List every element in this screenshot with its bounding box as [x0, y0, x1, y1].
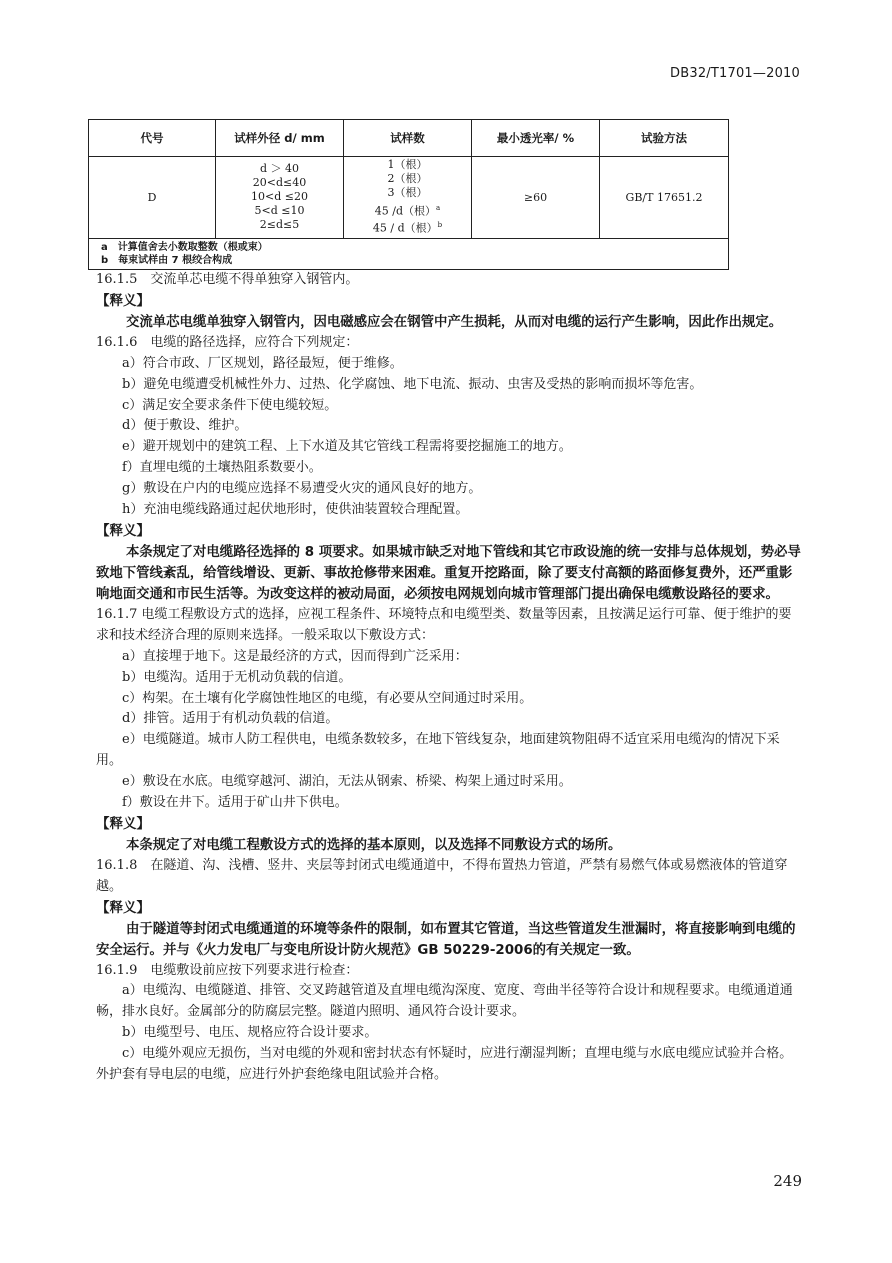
clause-text: 16.1.8 在隧道、沟、浅槽、竖井、夹层等封闭式电缆通道中，不得布置热力管道，严禁有易燃气体或易燃液体的管道穿越。 [96, 857, 788, 894]
table-note: b 每束试样由 7 根绞合构成 [101, 255, 233, 267]
list-item: g）敷设在户内的电缆应选择不易遭受火灾的通风良好的地方。 [122, 481, 482, 497]
table-header-row [89, 120, 729, 157]
body-text [96, 270, 802, 1086]
list-item: b）电缆型号、电压、规格应符合设计要求。 [122, 1025, 378, 1041]
col-header-transmittance: 最小透光率/ % [472, 120, 600, 157]
list-item: b）电缆沟。适用于无机动负载的信道。 [122, 669, 352, 685]
diameter-range: 5<d ≤10 [254, 204, 305, 218]
cell-counts [344, 157, 472, 239]
clause-text: 16.1.7 电缆工程敷设方式的选择，应视工程条件、环境特点和电缆型类、数量等因素，且按满足运行可靠、便于维护的要求和技术经济合理的原则来选择。一般采取以下敷设方式： [96, 606, 792, 643]
list-item: e）敷设在水底。电缆穿越河、湖泊，无法从钢索、桥梁、构架上通过时采用。 [122, 774, 572, 790]
list-item: e）电缆隧道。城市人防工程供电，电缆条数较多，在地下管线复杂，地面建筑物阻碍不适宜采用电缆沟的情况下采用。 [96, 732, 780, 769]
list-item: d）排管。适用于有机动负载的信道。 [122, 711, 339, 727]
explanation-text: 由于隧道等封闭式电缆通道的环境等条件的限制，如布置其它管道，当这些管道发生泄漏时，将直接影响到电缆的安全运行。并与《火力发电厂与变电所设计防火规范》GB 50229-2006的有关规定一致。 [96, 921, 796, 958]
table-notes [89, 239, 729, 270]
explanation-tag: 【释义】 [96, 899, 150, 916]
col-header-code: 代号 [89, 120, 216, 157]
sample-count: 45 /d（根） [374, 204, 437, 218]
cell-test-method: GB/T 17651.2 [600, 157, 729, 239]
list-item: a）直接埋于地下。这是最经济的方式，因而得到广泛采用： [122, 648, 468, 664]
list-item: a）电缆沟、电缆隧道、排管、交叉跨越管道及直埋电缆沟深度、宽度、弯曲半径等符合设计和规程要求。电缆通道通畅，排水良好。金属部分的防腐层完整。隧道内照明、通风符合设计要求。 [96, 983, 793, 1020]
list-item: d）便于敷设、维护。 [122, 418, 248, 434]
diameter-range: 2≤d≤5 [259, 218, 300, 232]
explanation-tag: 【释义】 [96, 292, 150, 309]
list-item: f）直埋电缆的土壤热阻系数要小。 [122, 460, 322, 476]
list-item: c）电缆外观应无损伤，当对电缆的外观和密封状态有怀疑时，应进行潮湿判断；直埋电缆与水底电缆应试验并合格。外护套有导电层的电缆，应进行外护套绝缘电阻试验并合格。 [96, 1046, 793, 1083]
col-header-test-method: 试验方法 [600, 120, 729, 157]
diameter-range: 20<d≤40 [252, 175, 307, 189]
footnote-mark: a [436, 203, 441, 212]
sample-count: 2（根） [387, 172, 428, 186]
diameter-range: d ＞ 40 [259, 161, 300, 175]
specification-table [88, 119, 729, 270]
cell-code: D [89, 157, 216, 239]
list-item: c）构架。在土壤有化学腐蚀性地区的电缆，有必要从空间通过时采用。 [122, 690, 533, 706]
document-code: DB32/T1701—2010 [670, 66, 800, 81]
list-item: c）满足安全要求条件下使电缆较短。 [122, 397, 338, 413]
cell-transmittance: ≥60 [472, 157, 600, 239]
sample-count: 3（根） [387, 186, 428, 200]
clause-text: 16.1.9 电缆敷设前应按下列要求进行检查： [96, 962, 359, 978]
list-item: b）避免电缆遭受机械性外力、过热、化学腐蚀、地下电流、振动、虫害及受热的影响而损坏等危害。 [122, 376, 703, 392]
explanation-text: 本条规定了对电缆工程敷设方式的选择的基本原则，以及选择不同敷设方式的场所。 [126, 837, 622, 853]
explanation-text: 本条规定了对电缆路径选择的 8 项要求。如果城市缺乏对地下管线和其它市政设施的统一安排与总体规划，势必导致地下管线紊乱，给管线增设、更新、事故抢修带来困难。重复开挖路面，除了要支付高额的路面修复费外，还严重影响地面交通和市民生活等。为改变这样的被动局面，必须按电网规划向城市管理部门提出确保电缆敷设路径的要求。 [96, 544, 801, 602]
list-item: f）敷设在井下。适用于矿山井下供电。 [122, 795, 348, 811]
explanation-text: 交流单芯电缆单独穿入钢管内，因电磁感应会在钢管中产生损耗，从而对电缆的运行产生影响，因此作出规定。 [126, 314, 783, 330]
col-header-diameter: 试样外径 d/ mm [216, 120, 344, 157]
explanation-tag: 【释义】 [96, 815, 150, 832]
clause-text: 16.1.5 交流单芯电缆不得单独穿入钢管内。 [96, 272, 359, 287]
sample-count: 45 / d（根） [372, 222, 438, 236]
explanation-tag: 【释义】 [96, 522, 150, 539]
table-notes-row [89, 239, 729, 270]
footnote-mark: b [437, 221, 443, 230]
sample-count: 1（根） [387, 158, 428, 171]
table-row [89, 157, 729, 239]
list-item: a）符合市政、厂区规划，路径最短，便于维修。 [122, 355, 403, 371]
list-item: e）避开规划中的建筑工程、上下水道及其它管线工程需将要挖掘施工的地方。 [122, 439, 572, 455]
cell-diameters [216, 157, 344, 239]
col-header-sample-count: 试样数 [344, 120, 472, 157]
page-number: 249 [773, 1172, 802, 1190]
diameter-range: 10<d ≤20 [251, 190, 308, 204]
table-note: a 计算值舍去小数取整数（根或束） [101, 242, 268, 254]
clause-text: 16.1.6 电缆的路径选择，应符合下列规定： [96, 334, 359, 350]
list-item: h）充油电缆线路通过起伏地形时，使供油装置较合理配置。 [122, 502, 469, 518]
